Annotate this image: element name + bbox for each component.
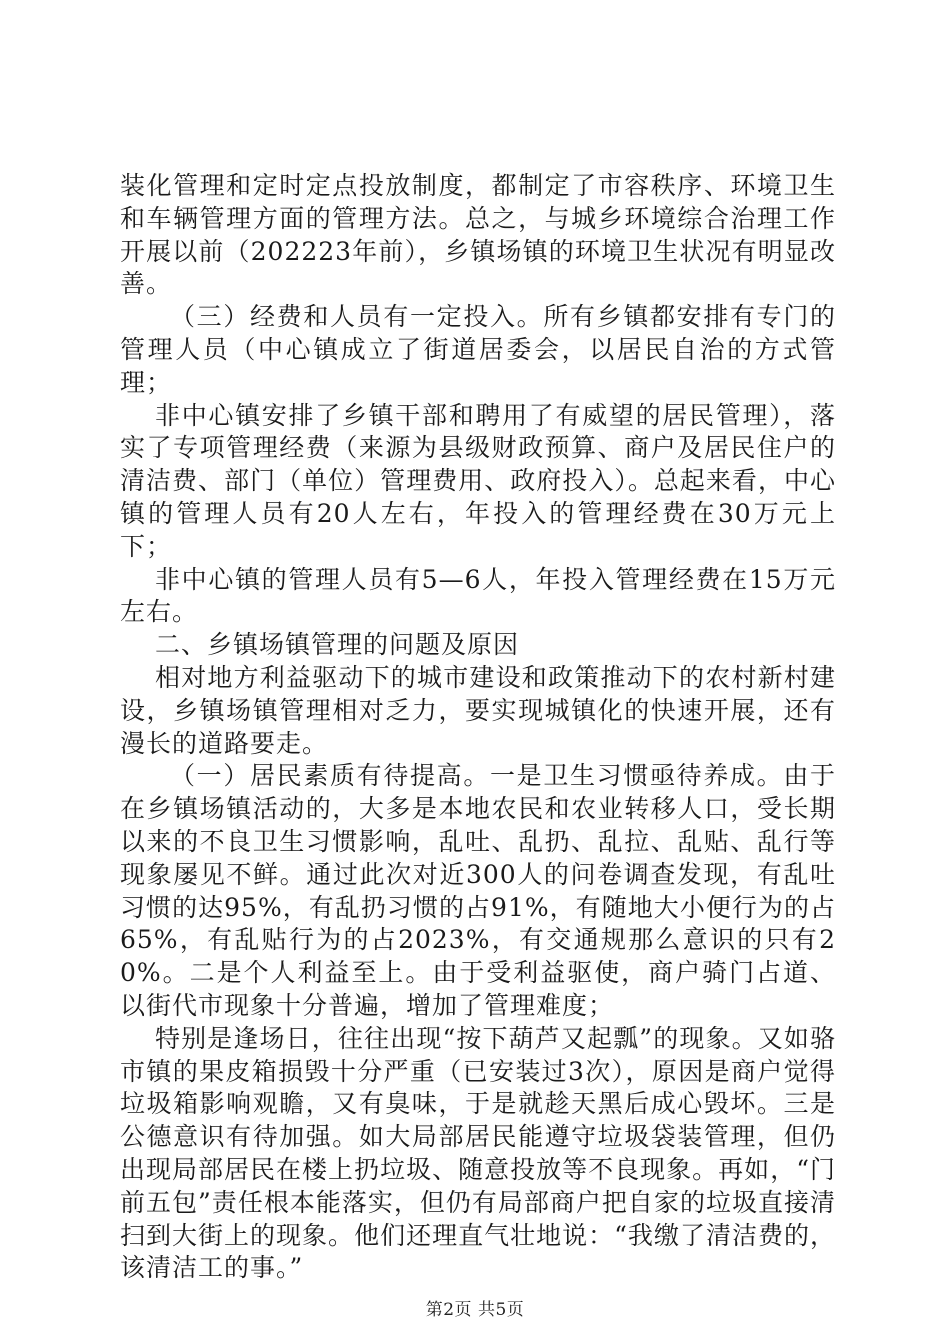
paragraph-overview: 相对地方利益驱动下的城市建设和政策推动下的农村新村建设，乡镇场镇管理相对乏力，要实现城镇化的快速开展，还有漫长的道路要走。 [120, 662, 836, 758]
paragraph-non-central-staff: 非中心镇的管理人员有5—6人，年投入管理经费在15万元左右。 [120, 564, 836, 627]
paragraph-resident-quality: （一）居民素质有待提高。一是卫生习惯亟待养成。由于在乡镇场镇活动的，大多是本地农民和农业转移人口，受长期以来的不良卫生习惯影响，乱吐、乱扔、乱拉、乱贴、乱行等现象屡见不鲜。通过此次对近300人的问卷调查发现，有乱吐习惯的达95%，有乱扔习惯的占91%，有随地大小便行为的占65%，有乱贴行为的占2023%，有交通规那么意识的只有20%。二是个人利益至上。由于受利益驱使，商户骑门占道、以街代市现象十分普遍，增加了管理难度； [120, 761, 836, 1020]
paragraph-continuation: 装化管理和定时定点投放制度，都制定了市容秩序、环境卫生和车辆管理方面的管理方法。总之，与城乡环境综合治理工作开展以前（202223年前），乡镇场镇的环境卫生状况有明显改善。 [120, 171, 836, 299]
paragraph-non-central-town: 非中心镇安排了乡镇干部和聘用了有威望的居民管理），落实了专项管理经费（来源为县级财政预算、商户及居民住户的清洁费、部门（单位）管理费用、政府投入）。总起来看，中心镇的管理人员有20人左右，年投入的管理经费在30万元上下； [120, 400, 836, 561]
paragraph-funding-staff: （三）经费和人员有一定投入。所有乡镇都安排有专门的管理人员（中心镇成立了街道居委会，以居民自治的方式管理； [120, 302, 836, 397]
section-heading-problems: 二、乡镇场镇管理的问题及原因 [155, 630, 520, 660]
page-number-footer: 第2页 共5页 [425, 1300, 525, 1320]
document-body [120, 170, 836, 1285]
paragraph-market-day: 特别是逢场日，往往出现“按下葫芦又起瓢”的现象。又如骆市镇的果皮箱损毁十分严重（已安装过3次），原因是商户觉得垃圾箱影响观瞻，又有臭味，于是就趁天黑后成心毁坏。三是公德意识有待加强。如大局部居民能遵守垃圾袋装管理，但仍出现局部居民在楼上扔垃圾、随意投放等不良现象。再如，“门前五包”责任根本能落实，但仍有局部商户把自家的垃圾直接清扫到大街上的现象。他们还理直气壮地说：“我缴了清洁费的，该清洁工的事。” [120, 1023, 836, 1283]
